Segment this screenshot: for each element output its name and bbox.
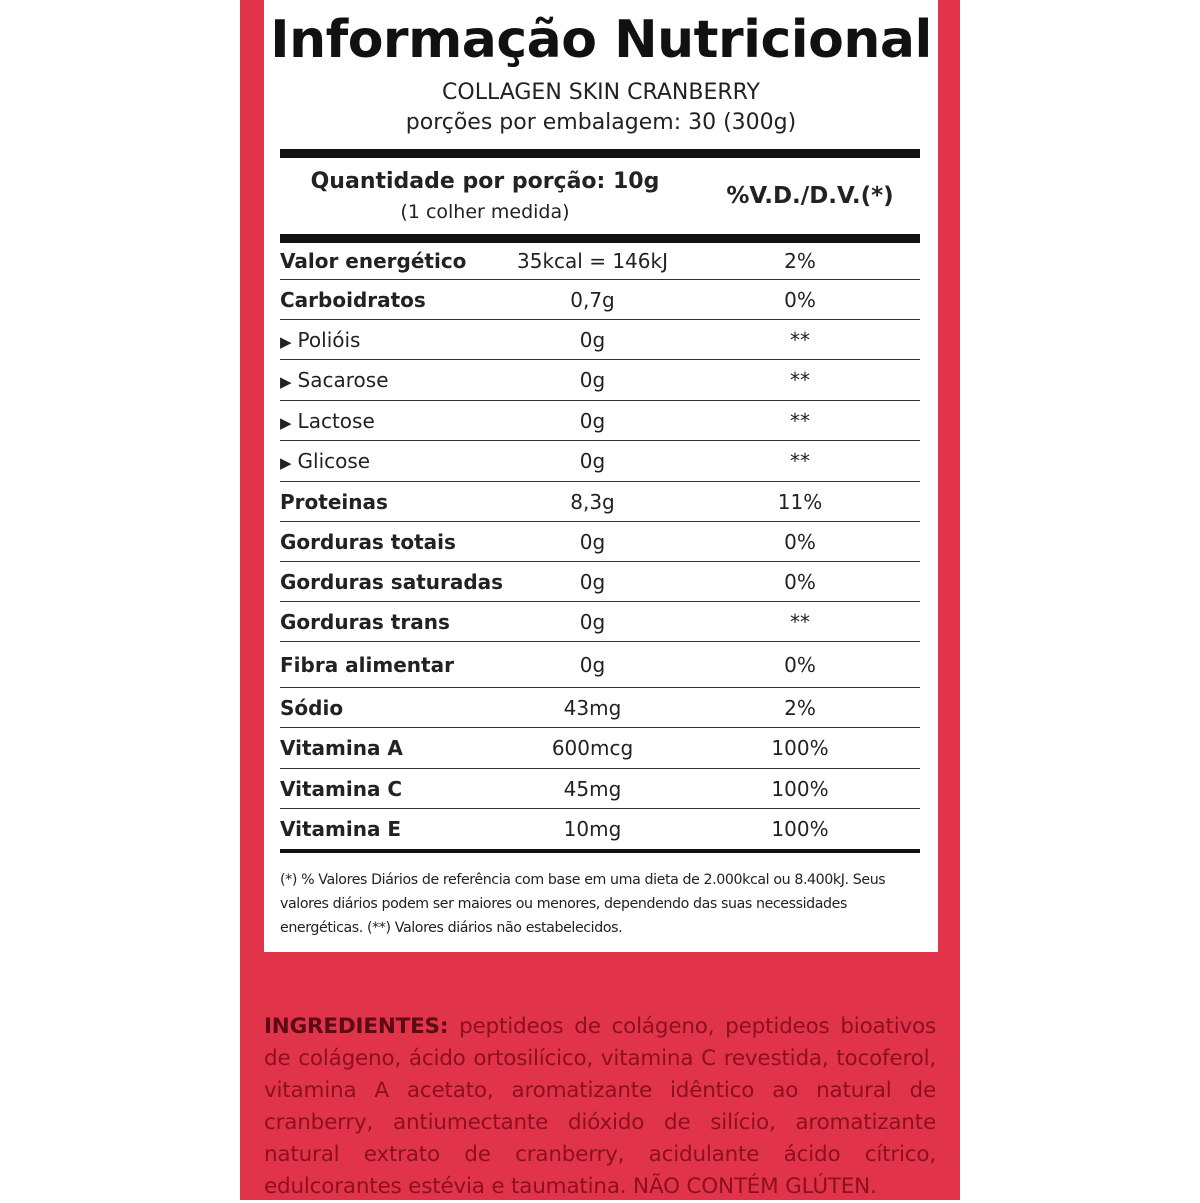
triangle-right-icon: ▶ bbox=[280, 413, 292, 432]
ingredients-paragraph bbox=[264, 1011, 936, 1203]
nutrient-quantity: 35kcal = 146kJ bbox=[517, 249, 668, 273]
nutrient-daily-value: ** bbox=[790, 408, 810, 433]
nutrient-subitem bbox=[280, 328, 505, 352]
nutrient-name: Sacarose bbox=[297, 368, 389, 392]
triangle-right-icon: ▶ bbox=[280, 332, 292, 351]
nutrient-name: Fibra alimentar bbox=[280, 652, 454, 677]
nutrient-quantity: 0g bbox=[579, 529, 606, 554]
nutrient-row bbox=[280, 360, 920, 401]
daily-value-heading: %V.D./D.V.(*) bbox=[726, 183, 894, 209]
nutrient-row bbox=[280, 809, 920, 849]
nutrient-row bbox=[280, 688, 920, 728]
nutrient-daily-value: 100% bbox=[771, 817, 829, 841]
nutrient-row bbox=[280, 243, 920, 280]
nutrient-daily-value: 0% bbox=[784, 569, 816, 594]
nutrient-daily-value: ** bbox=[790, 449, 810, 473]
nutrient-name: Valor energético bbox=[280, 249, 467, 273]
nutrient-quantity: 8,3g bbox=[570, 489, 615, 514]
nutrient-daily-value: 100% bbox=[771, 736, 829, 760]
nutrient-subitem bbox=[280, 449, 505, 473]
nutrient-name: Gorduras totais bbox=[280, 529, 456, 554]
nutrient-row bbox=[280, 401, 920, 441]
nutrient-row bbox=[280, 642, 920, 688]
nutrient-name: Vitamina A bbox=[280, 736, 403, 760]
nutrient-subitem bbox=[280, 368, 505, 392]
nutrient-name: Vitamina C bbox=[280, 776, 403, 801]
nutrient-row bbox=[280, 562, 920, 602]
nutrient-daily-value: 0% bbox=[784, 287, 816, 312]
nutrient-name: Sódio bbox=[280, 695, 344, 720]
nutrient-daily-value: ** bbox=[790, 609, 810, 634]
thick-rule-bottom bbox=[280, 849, 920, 853]
nutrient-row bbox=[280, 320, 920, 360]
nutrient-row bbox=[280, 482, 920, 522]
nutrient-quantity: 0g bbox=[579, 327, 606, 352]
nutrient-quantity: 0g bbox=[579, 408, 606, 433]
nutrient-quantity: 45mg bbox=[563, 776, 622, 801]
nutrient-quantity: 0,7g bbox=[570, 287, 615, 312]
nutrient-name: Glicose bbox=[297, 449, 371, 473]
nutrient-row bbox=[280, 522, 920, 562]
nutrient-daily-value: 11% bbox=[777, 489, 823, 514]
nutrient-quantity: 0g bbox=[579, 569, 606, 594]
nutrient-daily-value: 2% bbox=[784, 249, 816, 273]
nutrient-quantity: 0g bbox=[579, 449, 606, 473]
nutrient-name: Gorduras saturadas bbox=[280, 569, 504, 594]
nutrient-subitem bbox=[280, 409, 505, 433]
nutrient-row bbox=[280, 280, 920, 320]
triangle-right-icon: ▶ bbox=[280, 373, 292, 391]
nutrient-name: Gorduras trans bbox=[280, 609, 450, 634]
nutrient-row bbox=[280, 769, 920, 809]
product-name: COLLAGEN SKIN CRANBERRY bbox=[442, 80, 760, 105]
nutrient-quantity: 0g bbox=[579, 609, 606, 634]
nutrient-quantity: 43mg bbox=[563, 695, 622, 720]
portion-size-heading: Quantidade por porção: 10g bbox=[310, 169, 660, 194]
nutrient-quantity: 10mg bbox=[563, 817, 622, 841]
ingredients-text: peptideos de colágeno, peptideos bioativos de colágeno, ácido ortosilícico, vitamina C revestida, tocoferol, vitamina A acetato, aromatizante idêntico ao natural de cranberry, antiumectante dióxido de silício, aromatizante natural extrato de cranberry, acidulante ácido cítrico, edulcorantes estévia e taumatina. NÃO CONTÉM GLÚTEN. bbox=[264, 1014, 936, 1199]
nutrient-daily-value: ** bbox=[790, 327, 810, 352]
daily-value-footnote: (*) % Valores Diários de referência com base em uma dieta de 2.000kcal ou 8.400kJ. Seus valores diários podem ser maiores ou menores, dependendo das suas necessidades energéticas. (**) Valores diários não estabelecidos. bbox=[280, 872, 886, 936]
triangle-right-icon: ▶ bbox=[280, 454, 292, 472]
nutrient-name: Vitamina E bbox=[280, 817, 402, 841]
portion-size-measure: (1 colher medida) bbox=[400, 201, 570, 223]
ingredients-label: INGREDIENTES: bbox=[264, 1014, 449, 1039]
nutrient-row bbox=[280, 728, 920, 769]
nutrient-daily-value: 0% bbox=[784, 652, 816, 677]
nutrient-daily-value: 0% bbox=[784, 529, 816, 554]
nutrient-quantity: 0g bbox=[579, 652, 606, 677]
nutrient-name: Proteinas bbox=[280, 489, 388, 514]
nutrient-name: Polióis bbox=[297, 327, 361, 352]
nutrient-name: Carboidratos bbox=[280, 287, 426, 312]
nutrient-quantity: 0g bbox=[579, 368, 606, 392]
nutrition-title: Informação Nutricional bbox=[270, 10, 932, 70]
nutrient-name: Lactose bbox=[297, 408, 375, 433]
nutrient-quantity: 600mcg bbox=[551, 736, 634, 760]
nutrient-row bbox=[280, 602, 920, 642]
thick-rule-top bbox=[280, 149, 920, 158]
nutrient-daily-value: ** bbox=[790, 368, 810, 392]
thick-rule-header bbox=[280, 234, 920, 243]
nutrient-daily-value: 100% bbox=[771, 776, 829, 801]
servings-per-package: porções por embalagem: 30 (300g) bbox=[405, 110, 797, 135]
nutrient-daily-value: 2% bbox=[784, 695, 816, 720]
nutrient-row bbox=[280, 441, 920, 482]
